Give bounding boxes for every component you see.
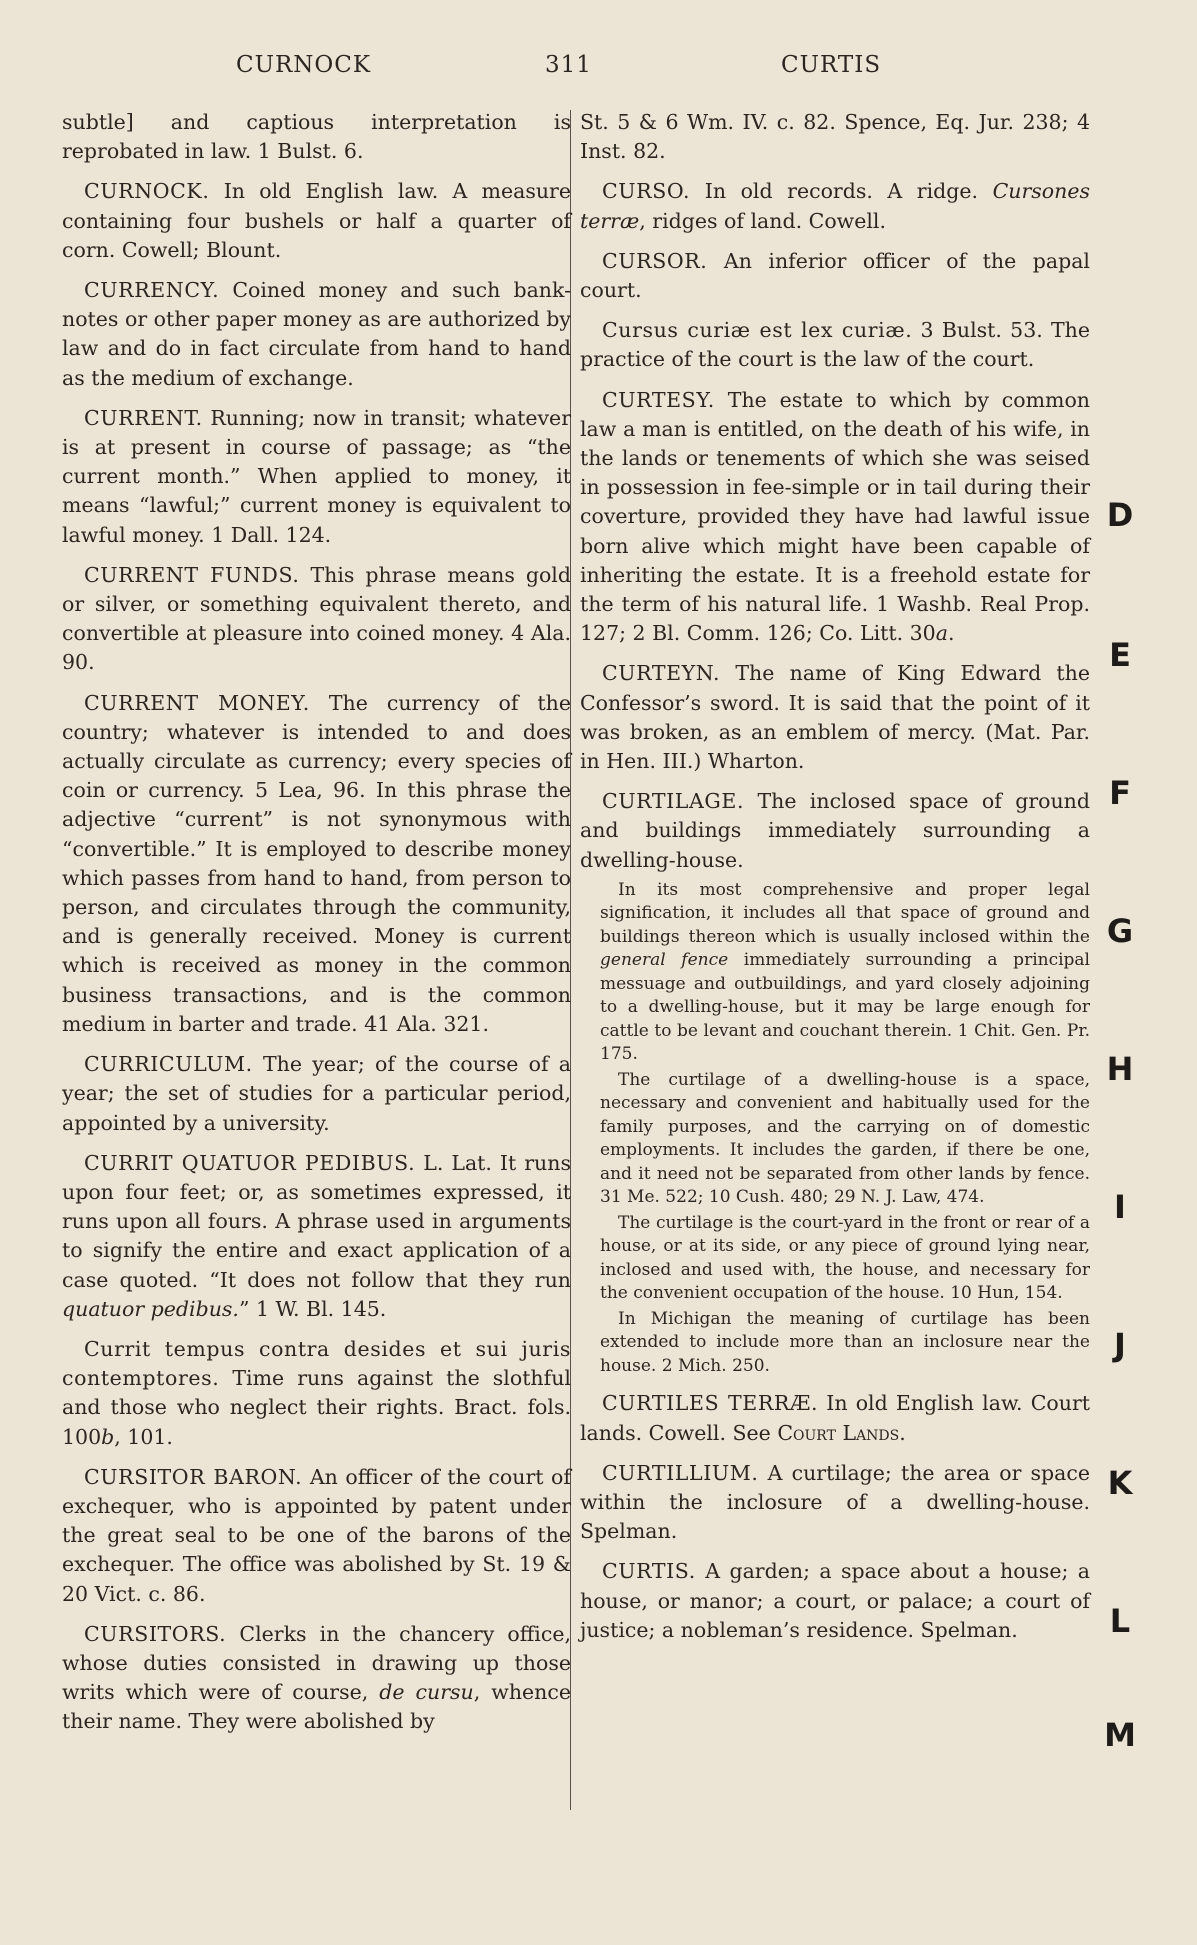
entry-curtilage: CURTILAGE. The inclosed space of ground and buildings immediately surrounding a dwelling-house. [580, 789, 1090, 872]
thumb-tab-f: F [1109, 774, 1131, 812]
thumb-tab-d: D [1106, 496, 1134, 534]
entry-current-funds: CURRENT FUNDS. This phrase means gold or silver, or something equivalent thereto, and convertible at pleasure into coined money. 4 Ala. 90. [62, 562, 571, 675]
cross-reference: Court Lands [777, 1420, 900, 1445]
entry-currency: CURRENCY. Coined money and such bank-notes or other paper money as are authorized by law and do in fact circulate from hand to hand as the medium of exchange. [62, 278, 571, 390]
entry-cursitor-baron: CURSITOR BARON. An officer of the court of exchequer, who is appointed by patent under the great seal to be one of the barons of the exchequer. The office was abolished by St. 19 & 20 Vict. c. 86. [62, 1464, 571, 1606]
entry-curriculum: CURRICULUM. The year; of the course of a year; the set of studies for a particular period, appointed by a university. [62, 1052, 571, 1135]
entry-cursus-curiae: Cursus curiæ est lex curiæ. 3 Bulst. 53. The practice of the court is the law of the court. [580, 318, 1090, 372]
thumb-tab-m: M [1104, 1716, 1136, 1754]
headword: CURRICULUM. [84, 1052, 253, 1077]
headword: CURRENT MONEY. [84, 690, 310, 715]
right-column [580, 108, 1090, 1656]
entry-curteyn: CURTEYN. The name of King Edward the Confessor’s sword. It is said that the point of it was broken, as an emblem of mercy. (Mat. Par. in Hen. III.) Wharton. [580, 661, 1090, 774]
note-curtilage-2: The curtilage of a dwelling-house is a space, necessary and convenient and habitually used for the family purposes, and the carrying on of domestic employments. It includes the garden, if there be one, and it need not be separated from other lands by fence. 31 Me. 522; 10 Cush. 480; 29 N. J. Law, 474. [600, 1069, 1090, 1208]
headword: CURRIT QUATUOR PEDIBUS. [84, 1150, 416, 1175]
headword: Currit tempus contra desides et sui juris contemptores. [62, 1336, 571, 1391]
headword: CURRENCY. [84, 278, 220, 303]
headword: CURTESY. [602, 387, 715, 412]
entry-curtesy: CURTESY. The estate to which by common law a man is entitled, on the death of his wife, in the lands or tenements of which she was seised in possession in fee-simple or in tail during their coverture, provided they have had lawful issue born alive which might have been capable of inheriting the estate. It is a freehold estate for the term of his natural life. 1 Washb. Real Prop. 127; 2 Bl. Comm. 126; Co. Litt. 30a. [580, 387, 1090, 646]
entry-currit-quatuor-pedibus: CURRIT QUATUOR PEDIBUS. L. Lat. It runs upon four feet; or, as sometimes expressed, it runs upon all fours. A phrase used in arguments to signify the entire and exact application of a case quoted. “It does not follow that they run quatuor pedibus.” 1 W. Bl. 145. [62, 1150, 571, 1321]
entry-current-money: CURRENT MONEY. The currency of the country; whatever is intended to and does actually circulate as currency; every species of coin or currency. 5 Lea, 96. In this phrase the adjective “current” is not synonymous with “convertible.” It is employed to describe money which passes from hand to hand, from person to person, and circulates through the community, and is generally received. Money is current which is received as money in the common business transactions, and is the common medium in barter and trade. 41 Ala. 321. [62, 690, 571, 1036]
guide-word-first: CURNOCK [236, 52, 372, 78]
entry-curtiles-terrae: CURTILES TERRÆ. In old English law. Court lands. Cowell. See Court Lands. [580, 1391, 1090, 1445]
headword: Cursus curiæ est lex curiæ. [602, 318, 913, 343]
entry-curnock: CURNOCK. In old English law. A measure containing four bushels or half a quarter of corn. Cowell; Blount. [62, 179, 571, 262]
note-curtilage-1: In its most comprehensive and proper legal signification, it includes all that space of ground and buildings thereon which is usually inclosed within the general fence immediately surrounding a principal messuage and outbuildings, and yard closely adjoining to a dwelling-house, but it may be large enough for cattle to be levant and couchant therein. 1 Chit. Gen. Pr. 175. [600, 879, 1090, 1065]
entry-curso: CURSO. In old records. A ridge. Cursones terræ, ridges of land. Cowell. [580, 179, 1090, 233]
thumb-tab-g: G [1106, 912, 1134, 950]
entry-continuation: St. 5 & 6 Wm. IV. c. 82. Spence, Eq. Jur. 238; 4 Inst. 82. [580, 110, 1090, 164]
thumb-tab-h: H [1106, 1050, 1134, 1088]
entry-cursitors: CURSITORS. Clerks in the chancery office, whose duties consisted in drawing up those writs which were of course, de cursu, whence their name. They were abolished by [62, 1621, 571, 1734]
headword: CURRENT FUNDS. [84, 562, 300, 587]
thumb-tab-k: K [1107, 1464, 1133, 1502]
thumb-tab-e: E [1109, 636, 1131, 674]
headword: CURTILES TERRÆ. [602, 1391, 819, 1416]
guide-word-last: CURTIS [781, 52, 882, 78]
entry-currit-tempus: Currit tempus contra desides et sui juris contemptores. Time runs against the slothful and those who neglect their rights. Bract. fols. 100b, 101. [62, 1336, 571, 1449]
thumb-tab-j: J [1114, 1326, 1126, 1364]
headword: CURSITOR BARON. [84, 1464, 303, 1489]
entry-cursor: CURSOR. An inferior officer of the papal court. [580, 248, 1090, 303]
headword: CURSOR. [602, 248, 708, 273]
left-column [62, 108, 571, 1748]
headword: CURTILLIUM. [602, 1460, 759, 1485]
headword: CURNOCK. [84, 179, 210, 204]
headword: CURTIS. [602, 1559, 696, 1584]
headword: CURTILAGE. [602, 789, 745, 814]
entry-curtillium: CURTILLIUM. A curtilage; the area or space within the inclosure of a dwelling-house. Spelman. [580, 1460, 1090, 1544]
headword: CURRENT. [84, 405, 203, 430]
running-head [0, 52, 1197, 88]
entry-curtis: CURTIS. A garden; a space about a house; a house, or manor; a court, or palace; a court of justice; a nobleman’s residence. Spelman. [580, 1559, 1090, 1642]
thumb-tab-l: L [1109, 1602, 1131, 1640]
headword: CURTEYN. [602, 661, 721, 686]
headword: CURSO. [602, 179, 691, 204]
page-number: 311 [545, 52, 592, 78]
entry-current: CURRENT. Running; now in transit; whatever is at present in course of passage; as “the current month.” When applied to money, it means “lawful;” current money is equivalent to lawful money. 1 Dall. 124. [62, 405, 571, 547]
thumb-tab-i: I [1114, 1188, 1126, 1226]
headword: CURSITORS. [84, 1621, 227, 1646]
entry-continuation: subtle] and captious interpretation is reprobated in law. 1 Bulst. 6. [62, 110, 571, 164]
note-curtilage-4: In Michigan the meaning of curtilage has been extended to include more than an inclosure near the house. 2 Mich. 250. [600, 1308, 1090, 1376]
note-curtilage-3: The curtilage is the court-yard in the front or rear of a house, or at its side, or any piece of ground lying near, inclosed and used with, the house, and necessary for the convenient occupation of the house. 10 Hun, 154. [600, 1212, 1090, 1304]
